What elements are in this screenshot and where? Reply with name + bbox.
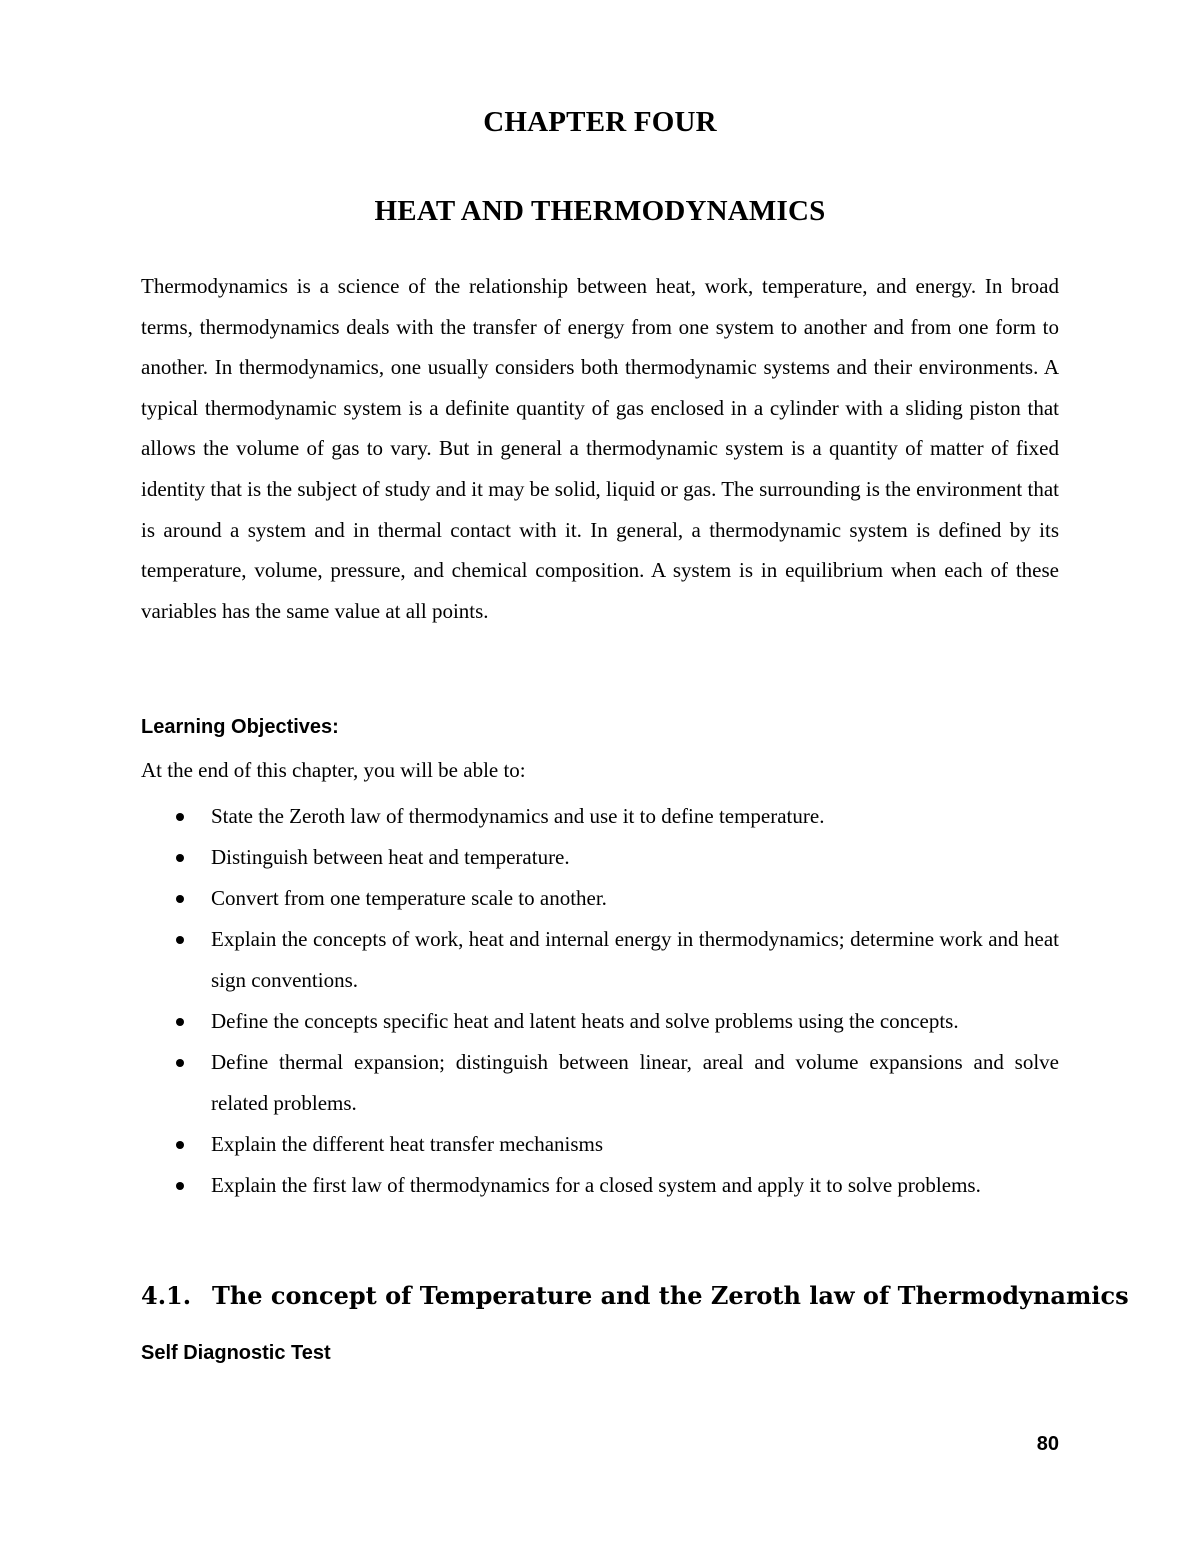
learning-objectives-intro: At the end of this chapter, you will be able to: (141, 758, 526, 782)
section-heading (141, 1281, 1129, 1310)
bullet-icon (176, 1059, 184, 1067)
self-diagnostic-test-heading: Self Diagnostic Test (141, 1342, 331, 1364)
list-item-text: Define thermal expansion; distinguish between linear, areal and volume expansions and solve related problems. (211, 1050, 1059, 1115)
bullet-icon (176, 1182, 184, 1190)
list-item (141, 919, 1059, 1001)
chapter-label: CHAPTER FOUR (483, 106, 717, 138)
bullet-icon (176, 854, 184, 862)
list-item (141, 1165, 1059, 1206)
section-title: The concept of Temperature and the Zeroth law of Thermodynamics (212, 1281, 1129, 1310)
list-item-text: State the Zeroth law of thermodynamics and use it to define temperature. (211, 804, 825, 828)
section-number: 4.1. (141, 1281, 192, 1310)
intro-paragraph: Thermodynamics is a science of the relationship between heat, work, temperature, and energy. In broad terms, thermodynamics deals with the transfer of energy from one system to another and from one form to another. In thermodynamics, one usually considers both thermodynamic systems and their environments. A typical thermodynamic system is a definite quantity of gas enclosed in a cylinder with a sliding piston that allows the volume of gas to vary. But in general a thermodynamic system is a quantity of matter of fixed identity that is the subject of study and it may be solid, liquid or gas. The surrounding is the environment that is around a system and in thermal contact with it. In general, a thermodynamic system is defined by its temperature, volume, pressure, and chemical composition. A system is in equilibrium when each of these variables has the same value at all points. (141, 274, 1059, 623)
list-item (141, 1042, 1059, 1124)
list-item-text: Explain the concepts of work, heat and internal energy in thermodynamics; determine work and heat sign conventions. (211, 927, 1059, 992)
list-item (141, 1124, 1059, 1165)
bullet-icon (176, 936, 184, 944)
page-number: 80 (1036, 1433, 1059, 1455)
bullet-icon (176, 813, 184, 821)
learning-objectives-list (141, 796, 1059, 1206)
list-item-text: Convert from one temperature scale to another. (211, 886, 607, 910)
list-item-text: Explain the first law of thermodynamics for a closed system and apply it to solve problems. (211, 1173, 981, 1197)
bullet-icon (176, 1141, 184, 1149)
learning-objectives-heading: Learning Objectives: (141, 716, 339, 738)
bullet-icon (176, 1018, 184, 1026)
list-item-text: Explain the different heat transfer mechanisms (211, 1132, 604, 1156)
list-item (141, 796, 1059, 837)
bullet-icon (176, 895, 184, 903)
list-item (141, 878, 1059, 919)
chapter-title: HEAT AND THERMODYNAMICS (374, 195, 826, 227)
list-item (141, 1001, 1059, 1042)
list-item (141, 837, 1059, 878)
list-item-text: Define the concepts specific heat and latent heats and solve problems using the concepts. (211, 1009, 959, 1033)
list-item-text: Distinguish between heat and temperature. (211, 845, 570, 869)
